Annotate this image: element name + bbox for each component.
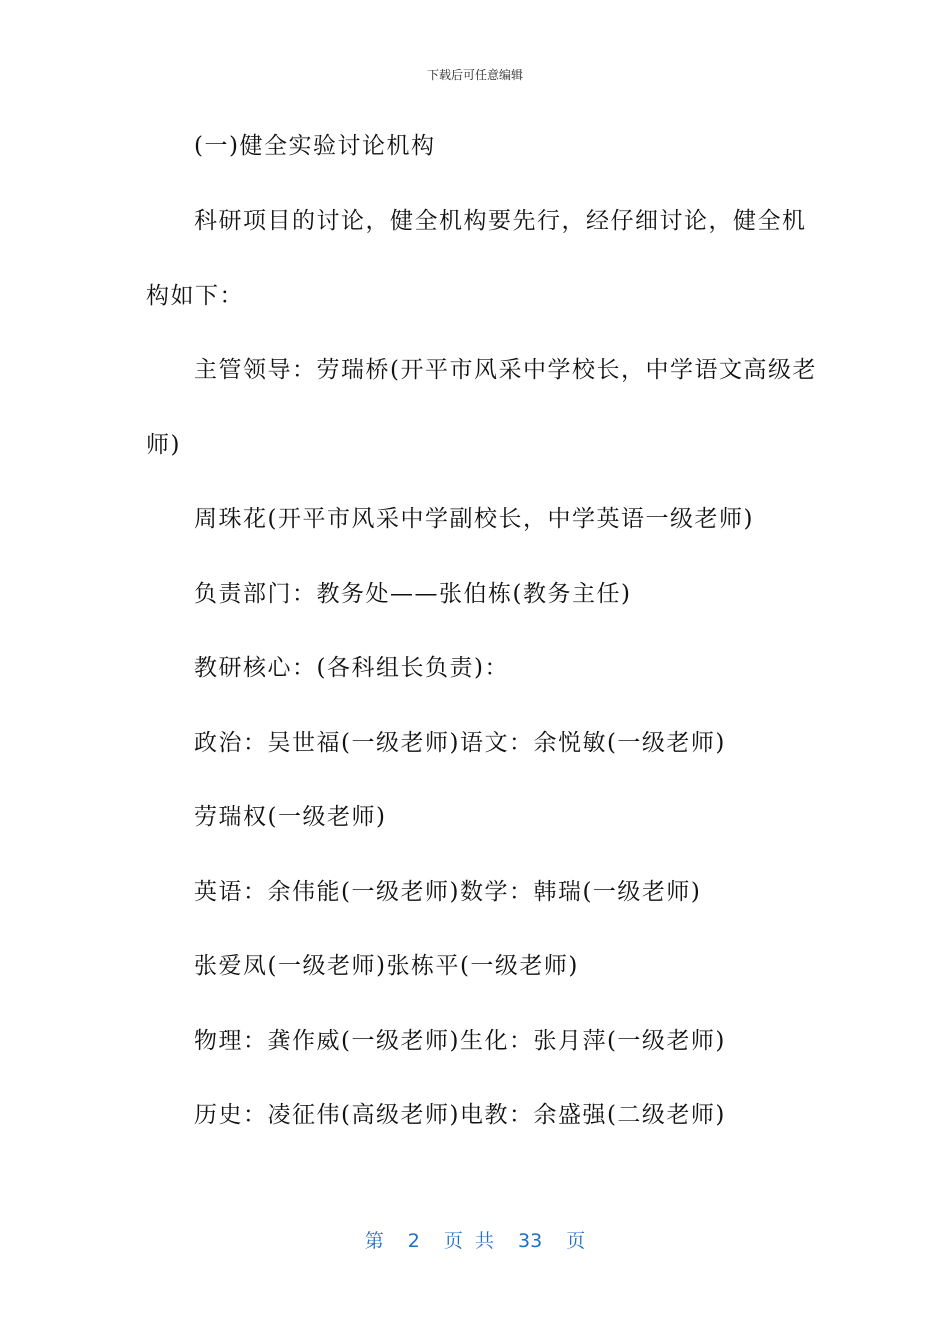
paragraph-line: 劳瑞权(一级老师): [194, 804, 387, 830]
paragraph-line: 物理：龚作威(一级老师)生化：张月萍(一级老师): [194, 1028, 726, 1054]
paragraph-line: 科研项目的讨论，健全机构要先行，经仔细讨论，健全机: [194, 208, 807, 234]
paragraph-line: 主管领导：劳瑞桥(开平市风采中学校长，中学语文高级老: [194, 357, 817, 383]
paragraph-line: 政治：吴世福(一级老师)语文：余悦敏(一级老师): [194, 730, 726, 756]
paragraph-line: 构如下：: [146, 283, 244, 309]
paragraph-line: 英语：余伟能(一级老师)数学：韩瑞(一级老师): [194, 879, 702, 905]
footer-page-number: 2: [407, 1230, 420, 1252]
footer-suffix: 页: [566, 1230, 586, 1252]
page-footer: [0, 1226, 950, 1253]
paragraph-line: 教研核心：(各科组长负责)：: [194, 655, 509, 681]
footer-total-pages: 33: [518, 1230, 543, 1252]
footer-middle: 页 共: [443, 1230, 494, 1252]
footer-prefix: 第: [364, 1230, 384, 1252]
paragraph-line: 张爱凤(一级老师)张栋平(一级老师): [194, 953, 579, 979]
page-header-note: 下载后可任意编辑: [426, 68, 523, 82]
paragraph-line: 师): [146, 432, 181, 458]
section-heading: (一)健全实验讨论机构: [194, 133, 436, 159]
paragraph-line: 负责部门：教务处——张伯栋(教务主任): [194, 581, 632, 607]
paragraph-line: 历史：凌征伟(高级老师)电教：余盛强(二级老师): [194, 1102, 726, 1128]
paragraph-line: 周珠花(开平市风采中学副校长，中学英语一级老师): [194, 506, 754, 532]
